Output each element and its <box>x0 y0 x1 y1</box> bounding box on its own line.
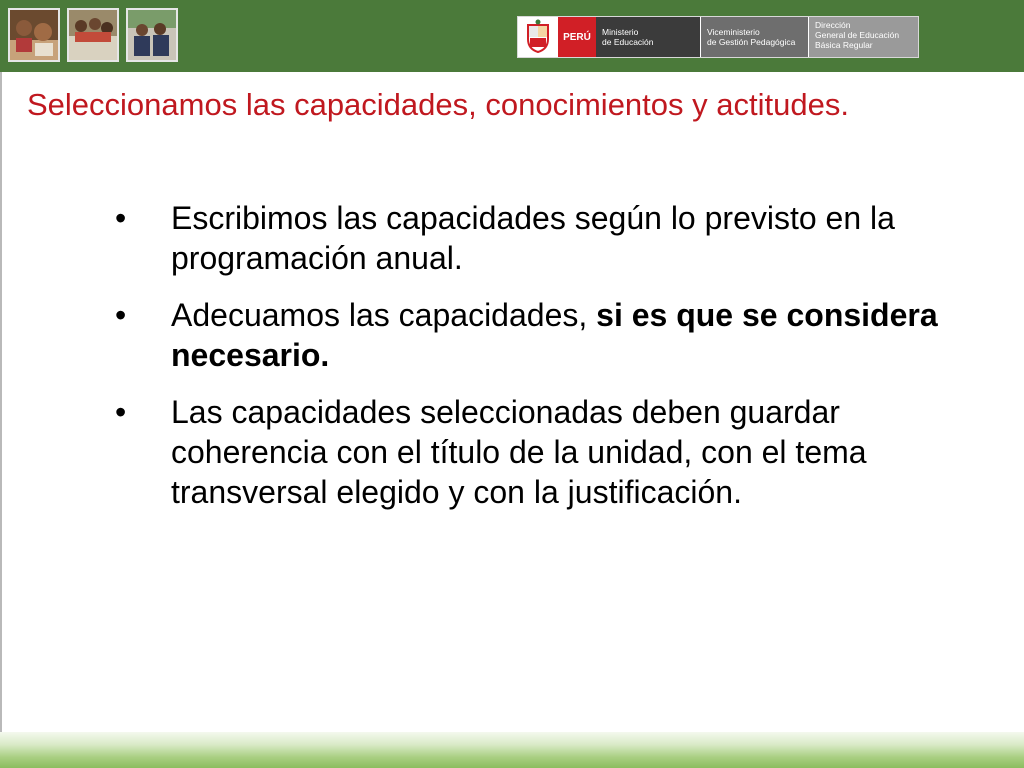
bullet-list <box>115 198 965 529</box>
bullet-item <box>115 295 965 375</box>
bullet-text: Escribimos las capacidades según lo previsto en la programación anual. <box>171 200 895 276</box>
photo-students-uniform <box>126 8 178 62</box>
coat-of-arms-icon <box>518 17 558 55</box>
bullet-text: Adecuamos las capacidades, <box>171 297 597 333</box>
bullet-bold-text: si es que se considera necesario. <box>171 297 938 373</box>
ministry-logo-bar <box>517 16 919 58</box>
header-bar <box>0 0 1024 72</box>
bullet-text: Las capacidades seleccionadas deben guardar coherencia con el título de la unidad, con el tema transversal elegido y con la justificación. <box>171 394 867 510</box>
peru-label: PERÚ <box>558 17 596 57</box>
slide-title: Seleccionamos las capacidades, conocimientos y actitudes. <box>27 87 849 122</box>
vice-ministry-label: Viceministerio de Gestión Pedagógica <box>700 17 808 57</box>
direction-label: Dirección General de Educación Básica Regular <box>808 17 918 57</box>
bullet-icon: • <box>115 394 127 430</box>
bullet-icon: • <box>115 297 127 333</box>
photo-classroom-group <box>67 8 119 62</box>
footer-gradient-bar <box>0 732 1024 768</box>
photo-children-reading <box>8 8 60 62</box>
bullet-item <box>115 198 965 278</box>
bullet-item <box>115 392 965 512</box>
bullet-icon: • <box>115 200 127 236</box>
ministry-label: Ministerio de Educación <box>596 17 700 57</box>
left-divider <box>0 72 2 732</box>
